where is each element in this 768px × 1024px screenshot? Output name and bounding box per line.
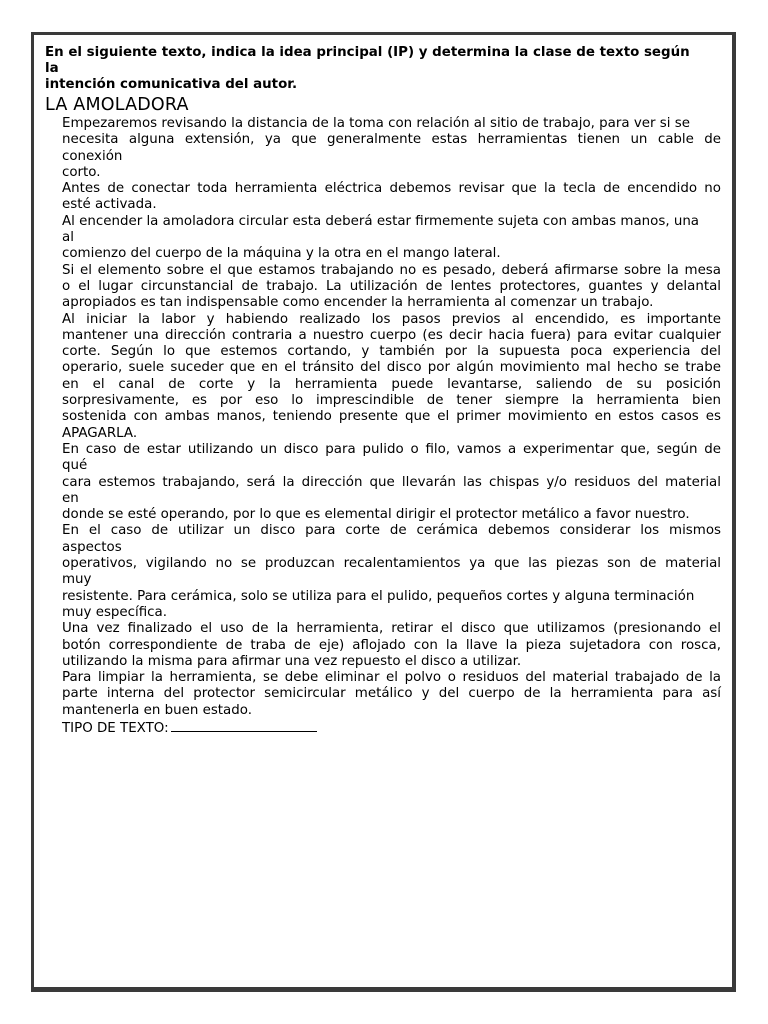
document-frame bbox=[31, 32, 736, 992]
text-line: cara estemos trabajando, será la dirección que llevarán las chispas y/o residuos del material bbox=[62, 474, 721, 490]
text-line: parte interna del protector semicircular metálico y del cuerpo de la herramienta para así bbox=[62, 686, 721, 702]
document-title: LA AMOLADORA bbox=[45, 95, 189, 115]
document-content bbox=[45, 45, 723, 737]
text-line: Al encender la amoladora circular esta deberá estar firmemente sujeta con ambas manos, una bbox=[62, 213, 700, 229]
text-line: sostenida con ambas manos, teniendo presente que el primer movimiento en estos casos es bbox=[62, 409, 721, 425]
text-line: Al iniciar la labor y habiendo realizado los pasos previos al encendido, es importante bbox=[62, 311, 721, 327]
text-line: Para limpiar la herramienta, se debe eliminar el polvo o residuos del material trabajado de la bbox=[62, 670, 721, 686]
text-line: esté activada. bbox=[62, 197, 157, 213]
text-line: comienzo del cuerpo de la máquina y la otra en el mango lateral. bbox=[62, 246, 501, 262]
text-line: sorpresivamente, es por eso lo imprescindible de tener siempre la herramienta bien bbox=[62, 393, 721, 409]
text-line: conexión bbox=[62, 148, 123, 164]
answer-blank[interactable] bbox=[171, 719, 317, 732]
text-line: necesita alguna extensión, ya que generalmente estas herramientas tienen un cable de bbox=[62, 132, 721, 148]
text-line: mantener una dirección contraria a nuestro cuerpo (es decir hacia fuera) para evitar cualquier bbox=[62, 327, 721, 343]
text-line: Empezaremos revisando la distancia de la toma con relación al sitio de trabajo, para ver si se bbox=[62, 116, 690, 131]
text-line: muy bbox=[62, 572, 92, 588]
text-line: aspectos bbox=[62, 539, 122, 555]
instruction-line: intención comunicativa del autor. bbox=[45, 77, 298, 92]
text-line: mantenerla en buen estado. bbox=[62, 702, 252, 718]
text-line: corte. Según lo que estemos cortando, y también por la supuesta poca experiencia del bbox=[62, 344, 721, 360]
text-line: APAGARLA. bbox=[62, 425, 138, 441]
text-line: donde se esté operando, por lo que es elemental dirigir el protector metálico a favor nuestro. bbox=[62, 507, 690, 523]
instruction-line: la bbox=[45, 61, 59, 76]
text-line: al bbox=[62, 230, 74, 246]
answer-label: TIPO DE TEXTO: bbox=[62, 720, 169, 736]
text-line: Si el elemento sobre el que estamos trabajando no es pesado, deberá afirmarse sobre la mesa bbox=[62, 262, 721, 278]
instruction-line: En el siguiente texto, indica la idea principal (IP) y determina la clase de texto según bbox=[45, 45, 690, 60]
text-line: qué bbox=[62, 458, 88, 474]
text-line: Una vez finalizado el uso de la herramienta, retirar el disco que utilizamos (presionando el bbox=[62, 621, 721, 637]
text-line: en bbox=[62, 490, 79, 506]
text-line: botón correspondiente de traba de eje) aflojado con la llave la pieza sujetadora con rosca, bbox=[62, 637, 721, 653]
text-line: resistente. Para cerámica, solo se utiliza para el pulido, pequeños cortes y alguna terminación bbox=[62, 588, 695, 604]
text-line: en el canal de corte y la herramienta puede levantarse, saliendo de su posición bbox=[62, 376, 721, 392]
text-line: En caso de estar utilizando un disco para pulido o filo, vamos a experimentar que, según de bbox=[62, 441, 721, 457]
text-line: Antes de conectar toda herramienta eléctrica debemos revisar que la tecla de encendido no bbox=[62, 181, 721, 197]
text-line: En el caso de utilizar un disco para corte de cerámica debemos considerar los mismos bbox=[62, 523, 721, 539]
text-line: corto. bbox=[62, 164, 101, 180]
text-line: o el lugar circunstancial de trabajo. La utilización de lentes protectores, guantes y delantal bbox=[62, 278, 721, 294]
instruction-text bbox=[45, 45, 723, 93]
text-line: operario, suele suceder que en el tránsito del disco por algún movimiento mal hecho se trabe bbox=[62, 360, 721, 376]
answer-line bbox=[62, 719, 721, 737]
document-body bbox=[62, 116, 721, 737]
text-line: muy específica. bbox=[62, 604, 168, 620]
text-line: operativos, vigilando no se produzcan recalentamientos ya que las piezas son de material bbox=[62, 556, 721, 572]
text-line: apropiados es tan indispensable como encender la herramienta al comenzar un trabajo. bbox=[62, 295, 654, 311]
text-line: utilizando la misma para afirmar una vez repuesto el disco a utilizar. bbox=[62, 653, 522, 669]
